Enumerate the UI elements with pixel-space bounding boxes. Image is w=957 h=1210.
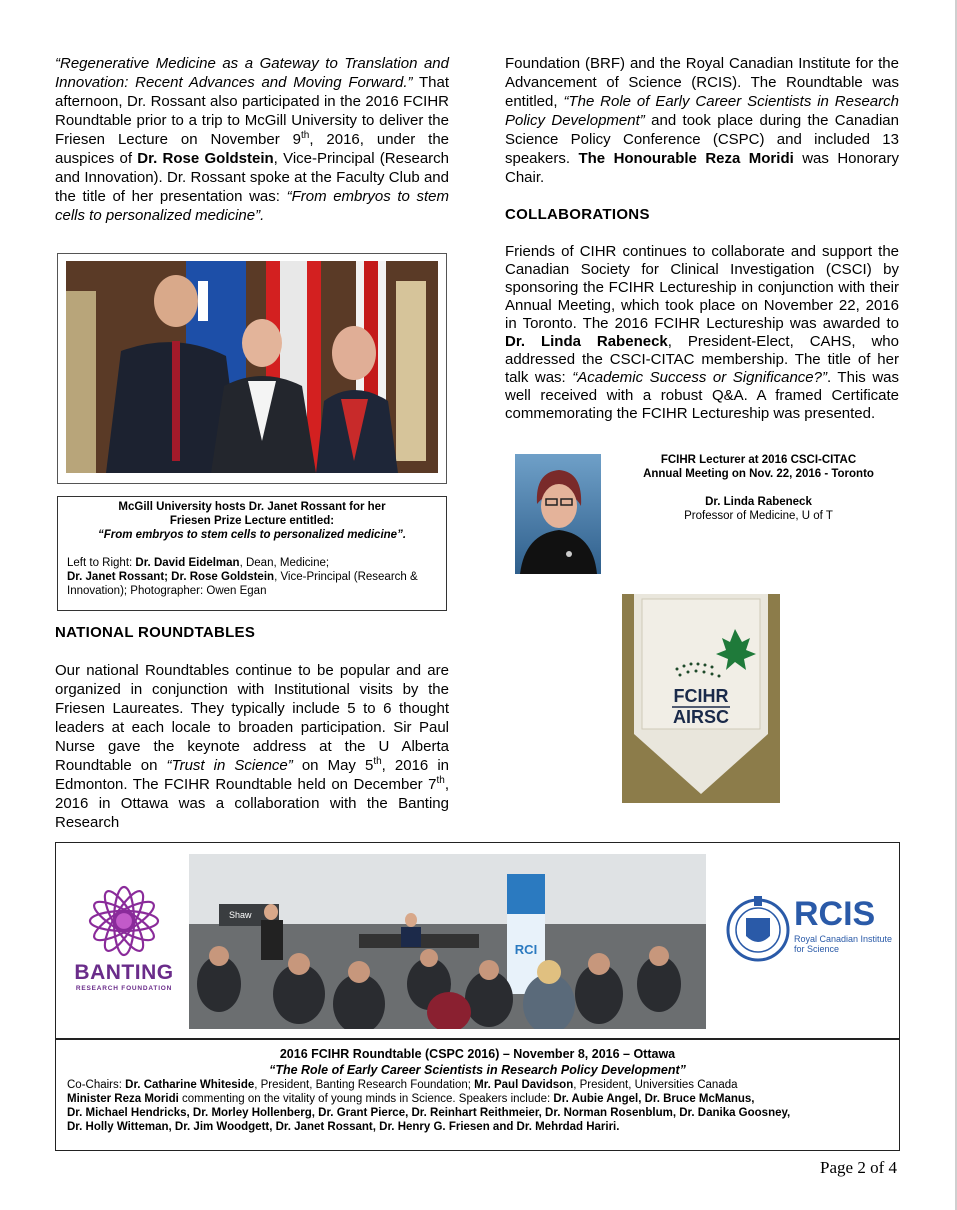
mcgill-photo-frame — [57, 253, 447, 484]
svg-text:Shaw: Shaw — [229, 910, 252, 920]
national-roundtables-heading: NATIONAL ROUNDTABLES — [55, 624, 256, 641]
pennant-text-1: FCIHR — [673, 686, 729, 706]
roundtable-conference-image — [189, 854, 706, 1029]
roundtable-photo — [189, 854, 706, 1029]
pennant-text-2: AIRSC — [672, 707, 730, 727]
page-number: Page 2 of 4 — [820, 1158, 897, 1177]
roundtable-caption-title: 2016 FCIHR Roundtable (CSPC 2016) – November 8, 2016 – Ottawa — [279, 1047, 676, 1061]
rabeneck-caption: FCIHR Lecturer at 2016 CSCI-CITAC Annual Meeting on Nov. 22, 2016 - Toronto Dr. Linda Rabeneck Professor of Medicine, U of T — [643, 454, 874, 522]
rcis-crest-icon — [724, 888, 792, 973]
mcgill-caption-box: McGill University hosts Dr. Janet Rossant for her Friesen Prize Lecture entitled: “From embryos to stem cells to personalized medicine”. Left to Right: Dr. David Eidelman, Dean, Medicine; Dr. Janet Rossant; Dr. Rose Goldstein, Vice-Principal (Research & Innovation); Photographer: Owen Egan — [57, 496, 447, 611]
mcgill-caption-credits: Left to Right: Dr. David Eidelman, Dean, Medicine; Dr. Janet Rossant; Dr. Rose Goldstein, Vice-Principal (Research & Innovation); Photographer: Owen Egan — [67, 557, 418, 597]
mcgill-group-photo — [66, 261, 438, 473]
lecture-title-italic: “Regenerative Medicine as a Gateway to Translation and Innovation: Recent Advances and Moving Forward.” — [55, 55, 449, 91]
svg-text:RCI: RCI — [514, 942, 538, 957]
rcis-logo: RCIS Royal Canadian Institute for Science — [724, 888, 894, 973]
national-roundtables-text: Our national Roundtables continue to be popular and are organized in conjunction with Institutional visits by the Friesen Laureates. They typically include 5 to 6 thought leaders at each locale to broaden participation. Sir Paul Nurse gave the keynote address at the U Alberta Roundtable on “Trust in Science” on May 5th, 2016 in Edmonton. The FCIHR Roundtable held on December 7th, 2016 in Ottawa was a collaboration with the Banting Research — [55, 662, 450, 831]
right-column-roundtable-text: Foundation (BRF) and the Royal Canadian Institute for the Advancement of Science (RCIS). The Roundtable was entitled, “The Role of Early Career Scientists in Research Policy Development” and took place during the Canadian Science Policy Conference (CSPC) and included 13 speakers. The Honourable Reza Moridi was Honorary Chair. — [505, 55, 900, 186]
collaborations-heading: COLLABORATIONS — [505, 206, 650, 223]
portrait-image — [515, 454, 601, 574]
banting-logo: BANTING RESEARCH FOUNDATION — [64, 879, 184, 994]
roundtable-caption-box: 2016 FCIHR Roundtable (CSPC 2016) – November 8, 2016 – Ottawa “The Role of Early Career Scientists in Research Policy Development” Co-Chairs: Dr. Catharine Whiteside, President, Banting Research Foundation; Mr. Paul Davidson, President, Universities Canada Minister Reza Moridi commenting on the vitality of young minds in Science. Speakers include: Dr. Aubie Angel, Dr. Bruce McManus, Dr. Michael Hendricks, Dr. Morley Hollenberg, Dr. Grant Pierce, Dr. Reinhart Reithmeier, Dr. Norman Rosenblum, Dr. Danika Goosney, Dr. Holly Witteman, Dr. Jim Woodgett, Dr. Janet Rossant, Dr. Henry G. Friesen and Dr. Mehrdad Hariri. — [55, 1039, 900, 1151]
rabeneck-photo — [515, 454, 601, 574]
banting-star-icon — [64, 879, 184, 961]
pennant-photo — [622, 594, 780, 803]
fcihr-pennant-image — [622, 594, 780, 803]
collaborations-text: Friends of CIHR continues to collaborate and support the Canadian Society for Clinical Investigation (CSCI) by sponsoring the FCIHR Lectureship in conjunction with their Annual Meeting, which took place on November 22, 2016 in Toronto. The 2016 FCIHR Lectureship was awarded to Dr. Linda Rabeneck, President-Elect, CAHS, who addressed the CSCI-CITAC membership. The title of her talk was: “Academic Success or Significance?”. This was well received with a robust Q&A. A framed Certificate commemorating the FCIHR Lectureship was presented. — [505, 243, 899, 422]
left-column-intro: “Regenerative Medicine as a Gateway to Translation and Innovation: Recent Advances and Moving Forward.” That afternoon, Dr. Rossant also participated in the 2016 FCIHR Roundtable prior to a trip to McGill University to deliver the Friesen Lecture on November 9th, 2016, under the auspices of Dr. Rose Goldstein, Vice-Principal (Research and Innovation). Dr. Rossant spoke at the Faculty Club and the title of her presentation was: “From embryos to stem cells to personalized medicine”. — [55, 55, 450, 224]
roundtable-photo-banner — [55, 842, 900, 1039]
